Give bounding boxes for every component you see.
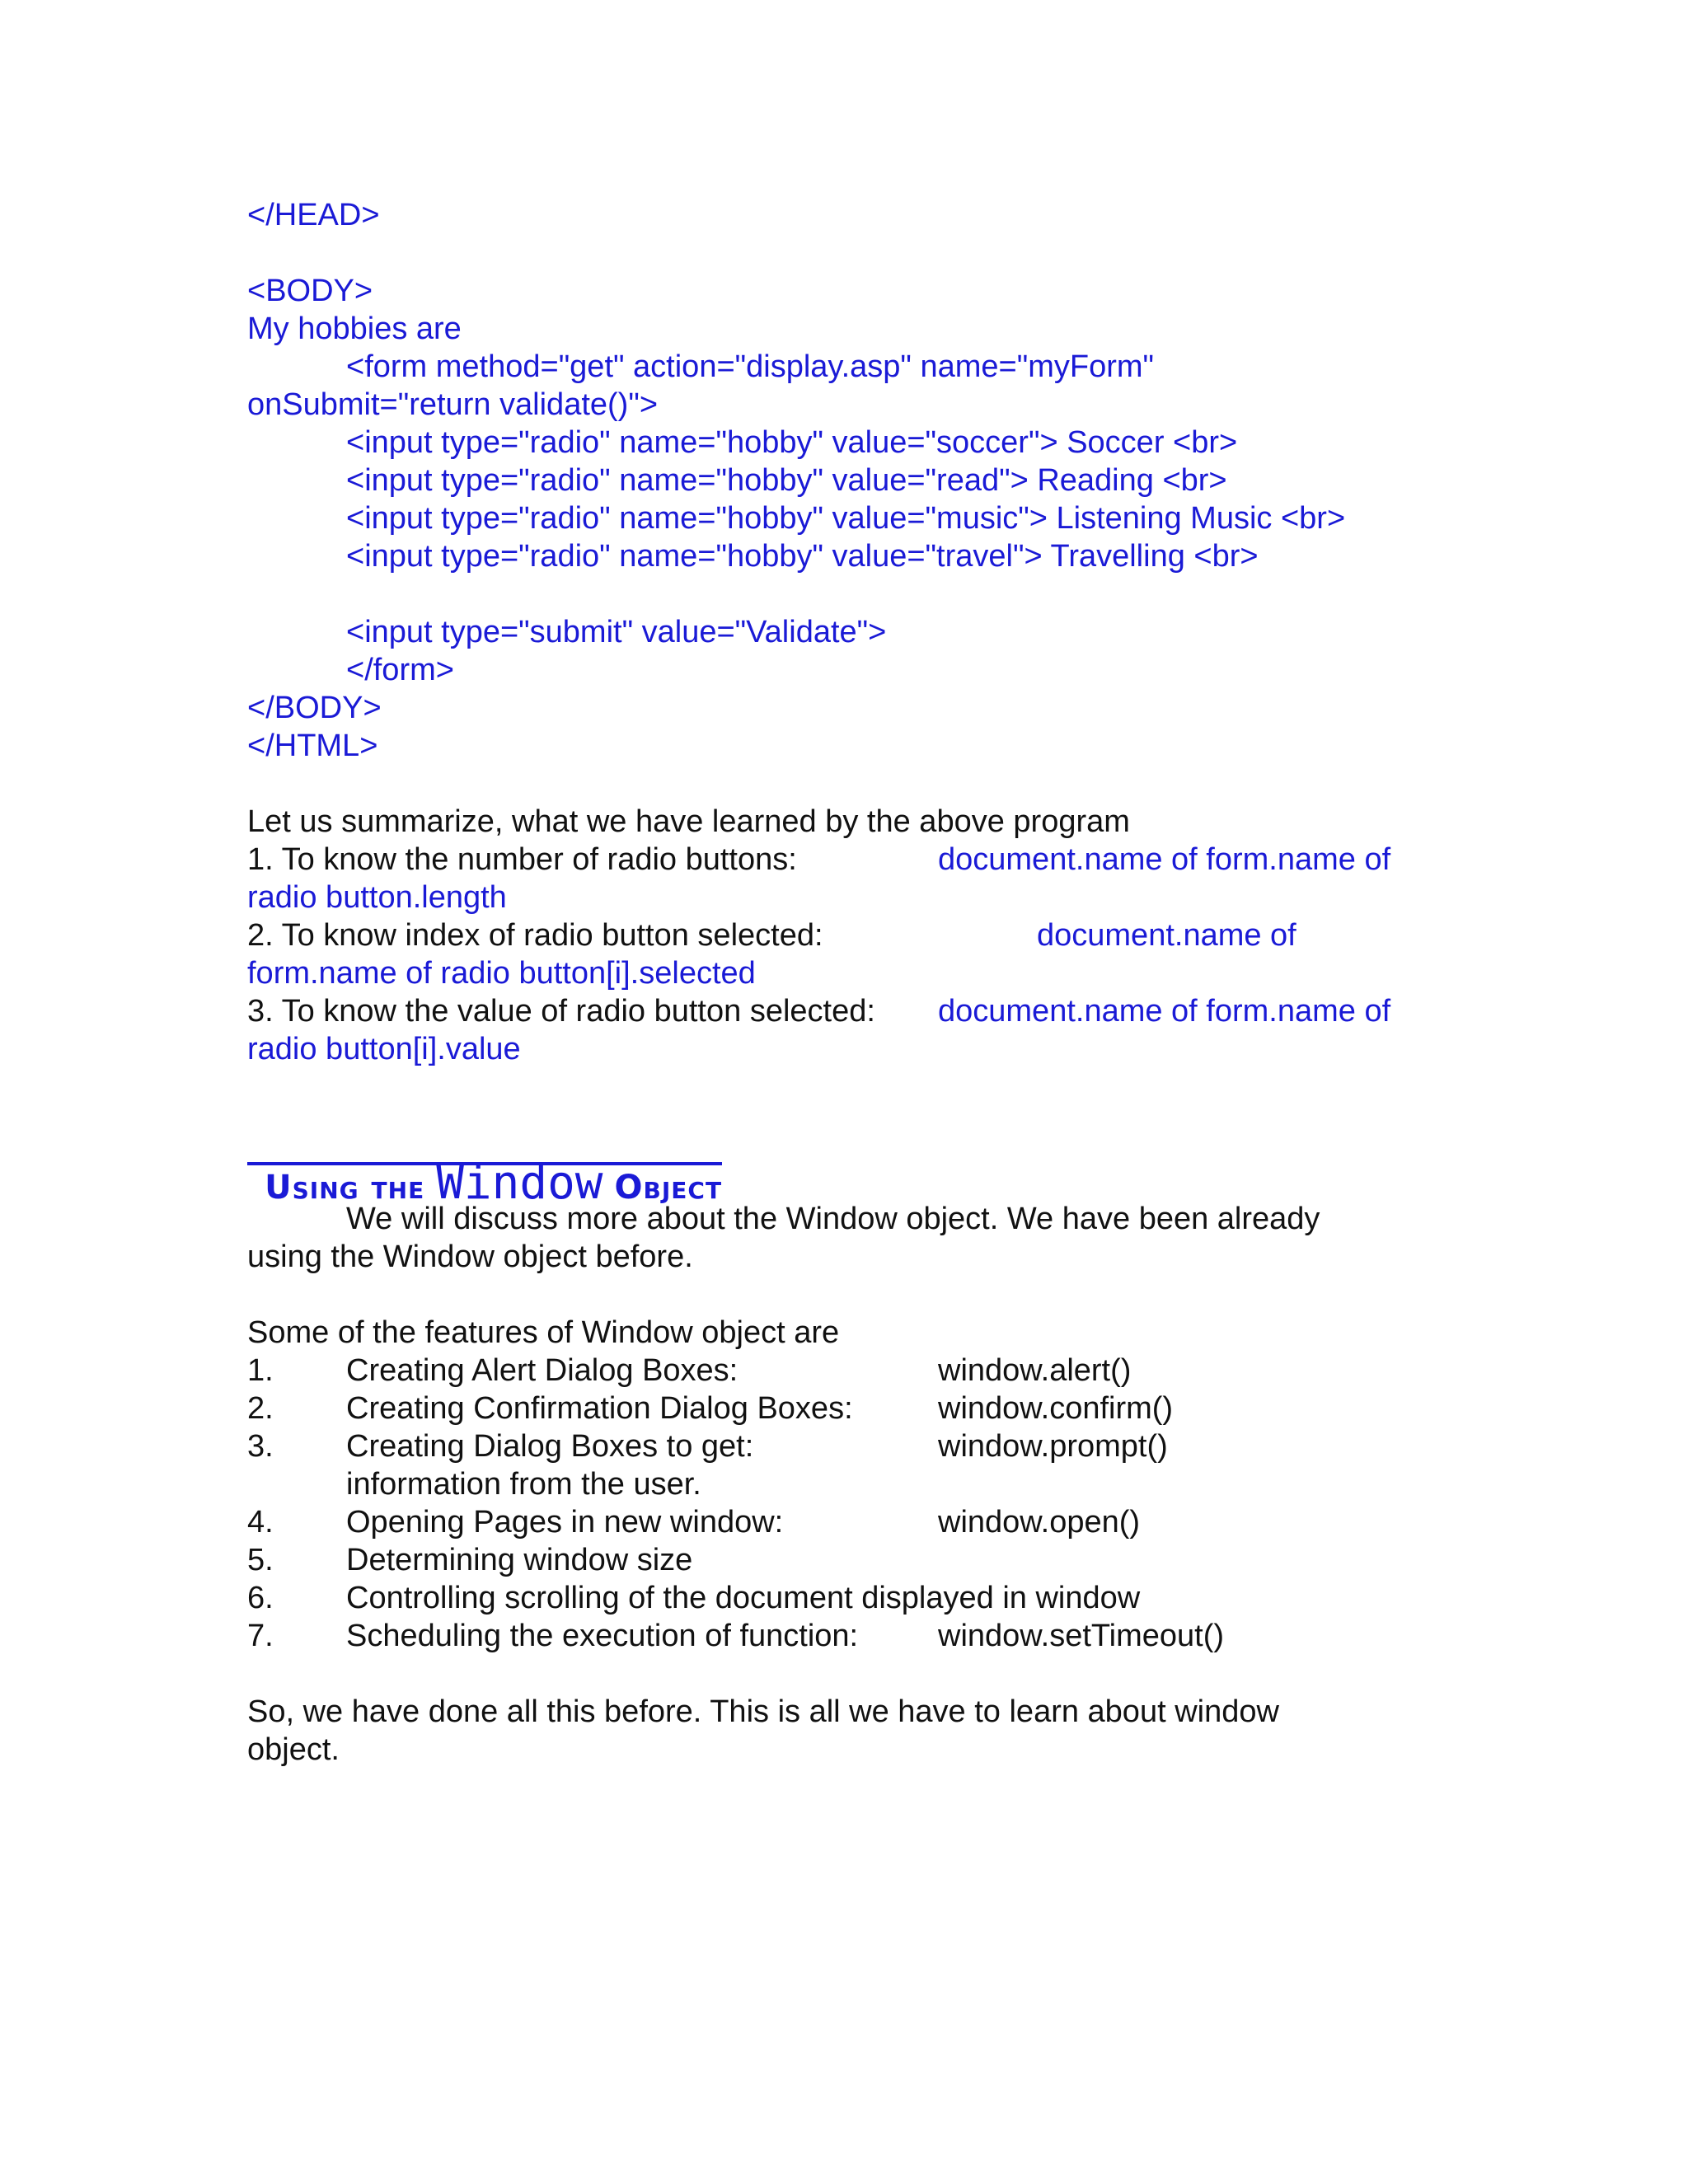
closing-line: object.	[247, 1732, 340, 1767]
feature-number: 4.	[247, 1505, 274, 1540]
feature-text: Opening Pages in new window:	[346, 1505, 784, 1540]
feature-text: Creating Alert Dialog Boxes:	[346, 1353, 738, 1388]
summary-item-code: document.name of form.name of	[938, 994, 1391, 1029]
heading-text: Object	[614, 1169, 723, 1207]
code-line: </HTML>	[247, 729, 378, 763]
feature-number: 7.	[247, 1619, 274, 1653]
feature-code: window.open()	[938, 1505, 1141, 1540]
code-line: <input type="radio" name="hobby" value="soccer"> Soccer <br>	[346, 425, 1238, 460]
feature-code: window.confirm()	[938, 1391, 1174, 1426]
feature-text-cont: information from the user.	[346, 1467, 701, 1502]
feature-code: window.prompt()	[938, 1429, 1168, 1464]
summary-item-label: 1. To know the number of radio buttons:	[247, 842, 797, 877]
closing-line: So, we have done all this before. This is all we have to learn about window	[247, 1694, 1279, 1729]
feature-code: window.alert()	[938, 1353, 1132, 1388]
feature-text: Controlling scrolling of the document displayed in window	[346, 1581, 1141, 1615]
summary-item-label: 3. To know the value of radio button selected:	[247, 994, 875, 1029]
feature-text: Creating Dialog Boxes to get:	[346, 1429, 754, 1464]
summary-item-label: 2. To know index of radio button selected:	[247, 918, 823, 953]
feature-code: window.setTimeout()	[938, 1619, 1225, 1653]
code-line: <input type="radio" name="hobby" value="music"> Listening Music <br>	[346, 501, 1346, 536]
summary-item-code: document.name of form.name of	[938, 842, 1391, 877]
code-line: </form>	[346, 653, 454, 687]
summary-item-code-cont: radio button[i].value	[247, 1032, 521, 1066]
code-line: My hobbies are	[247, 312, 462, 346]
summary-item-code: document.name of	[1037, 918, 1296, 953]
paragraph-line: We will discuss more about the Window object. We have been already	[346, 1202, 1320, 1236]
code-line: </HEAD>	[247, 198, 380, 232]
heading-text: Using the	[265, 1169, 425, 1207]
feature-number: 3.	[247, 1429, 274, 1464]
feature-text: Determining window size	[346, 1543, 693, 1577]
summary-intro: Let us summarize, what we have learned by the above program	[247, 804, 1130, 839]
feature-number: 6.	[247, 1581, 274, 1615]
feature-number: 2.	[247, 1391, 274, 1426]
section-heading	[247, 1109, 723, 1210]
code-line: </BODY>	[247, 691, 382, 725]
summary-item-code-cont: form.name of radio button[i].selected	[247, 956, 756, 991]
feature-text: Scheduling the execution of function:	[346, 1619, 859, 1653]
summary-item-code-cont: radio button.length	[247, 880, 507, 915]
feature-number: 5.	[247, 1543, 274, 1577]
feature-number: 1.	[247, 1353, 274, 1388]
heading-code-word: Window	[436, 1156, 603, 1210]
code-line: <BODY>	[247, 274, 373, 308]
feature-text: Creating Confirmation Dialog Boxes:	[346, 1391, 853, 1426]
paragraph-line: using the Window object before.	[247, 1240, 693, 1274]
code-line: <input type="radio" name="hobby" value="read"> Reading <br>	[346, 463, 1227, 498]
code-line: <input type="submit" value="Validate">	[346, 615, 887, 649]
features-intro: Some of the features of Window object are	[247, 1315, 840, 1350]
code-line: <form method="get" action="display.asp" name="myForm"	[346, 349, 1155, 384]
code-line: <input type="radio" name="hobby" value="travel"> Travelling <br>	[346, 539, 1259, 574]
code-line: onSubmit="return validate()">	[247, 387, 659, 422]
